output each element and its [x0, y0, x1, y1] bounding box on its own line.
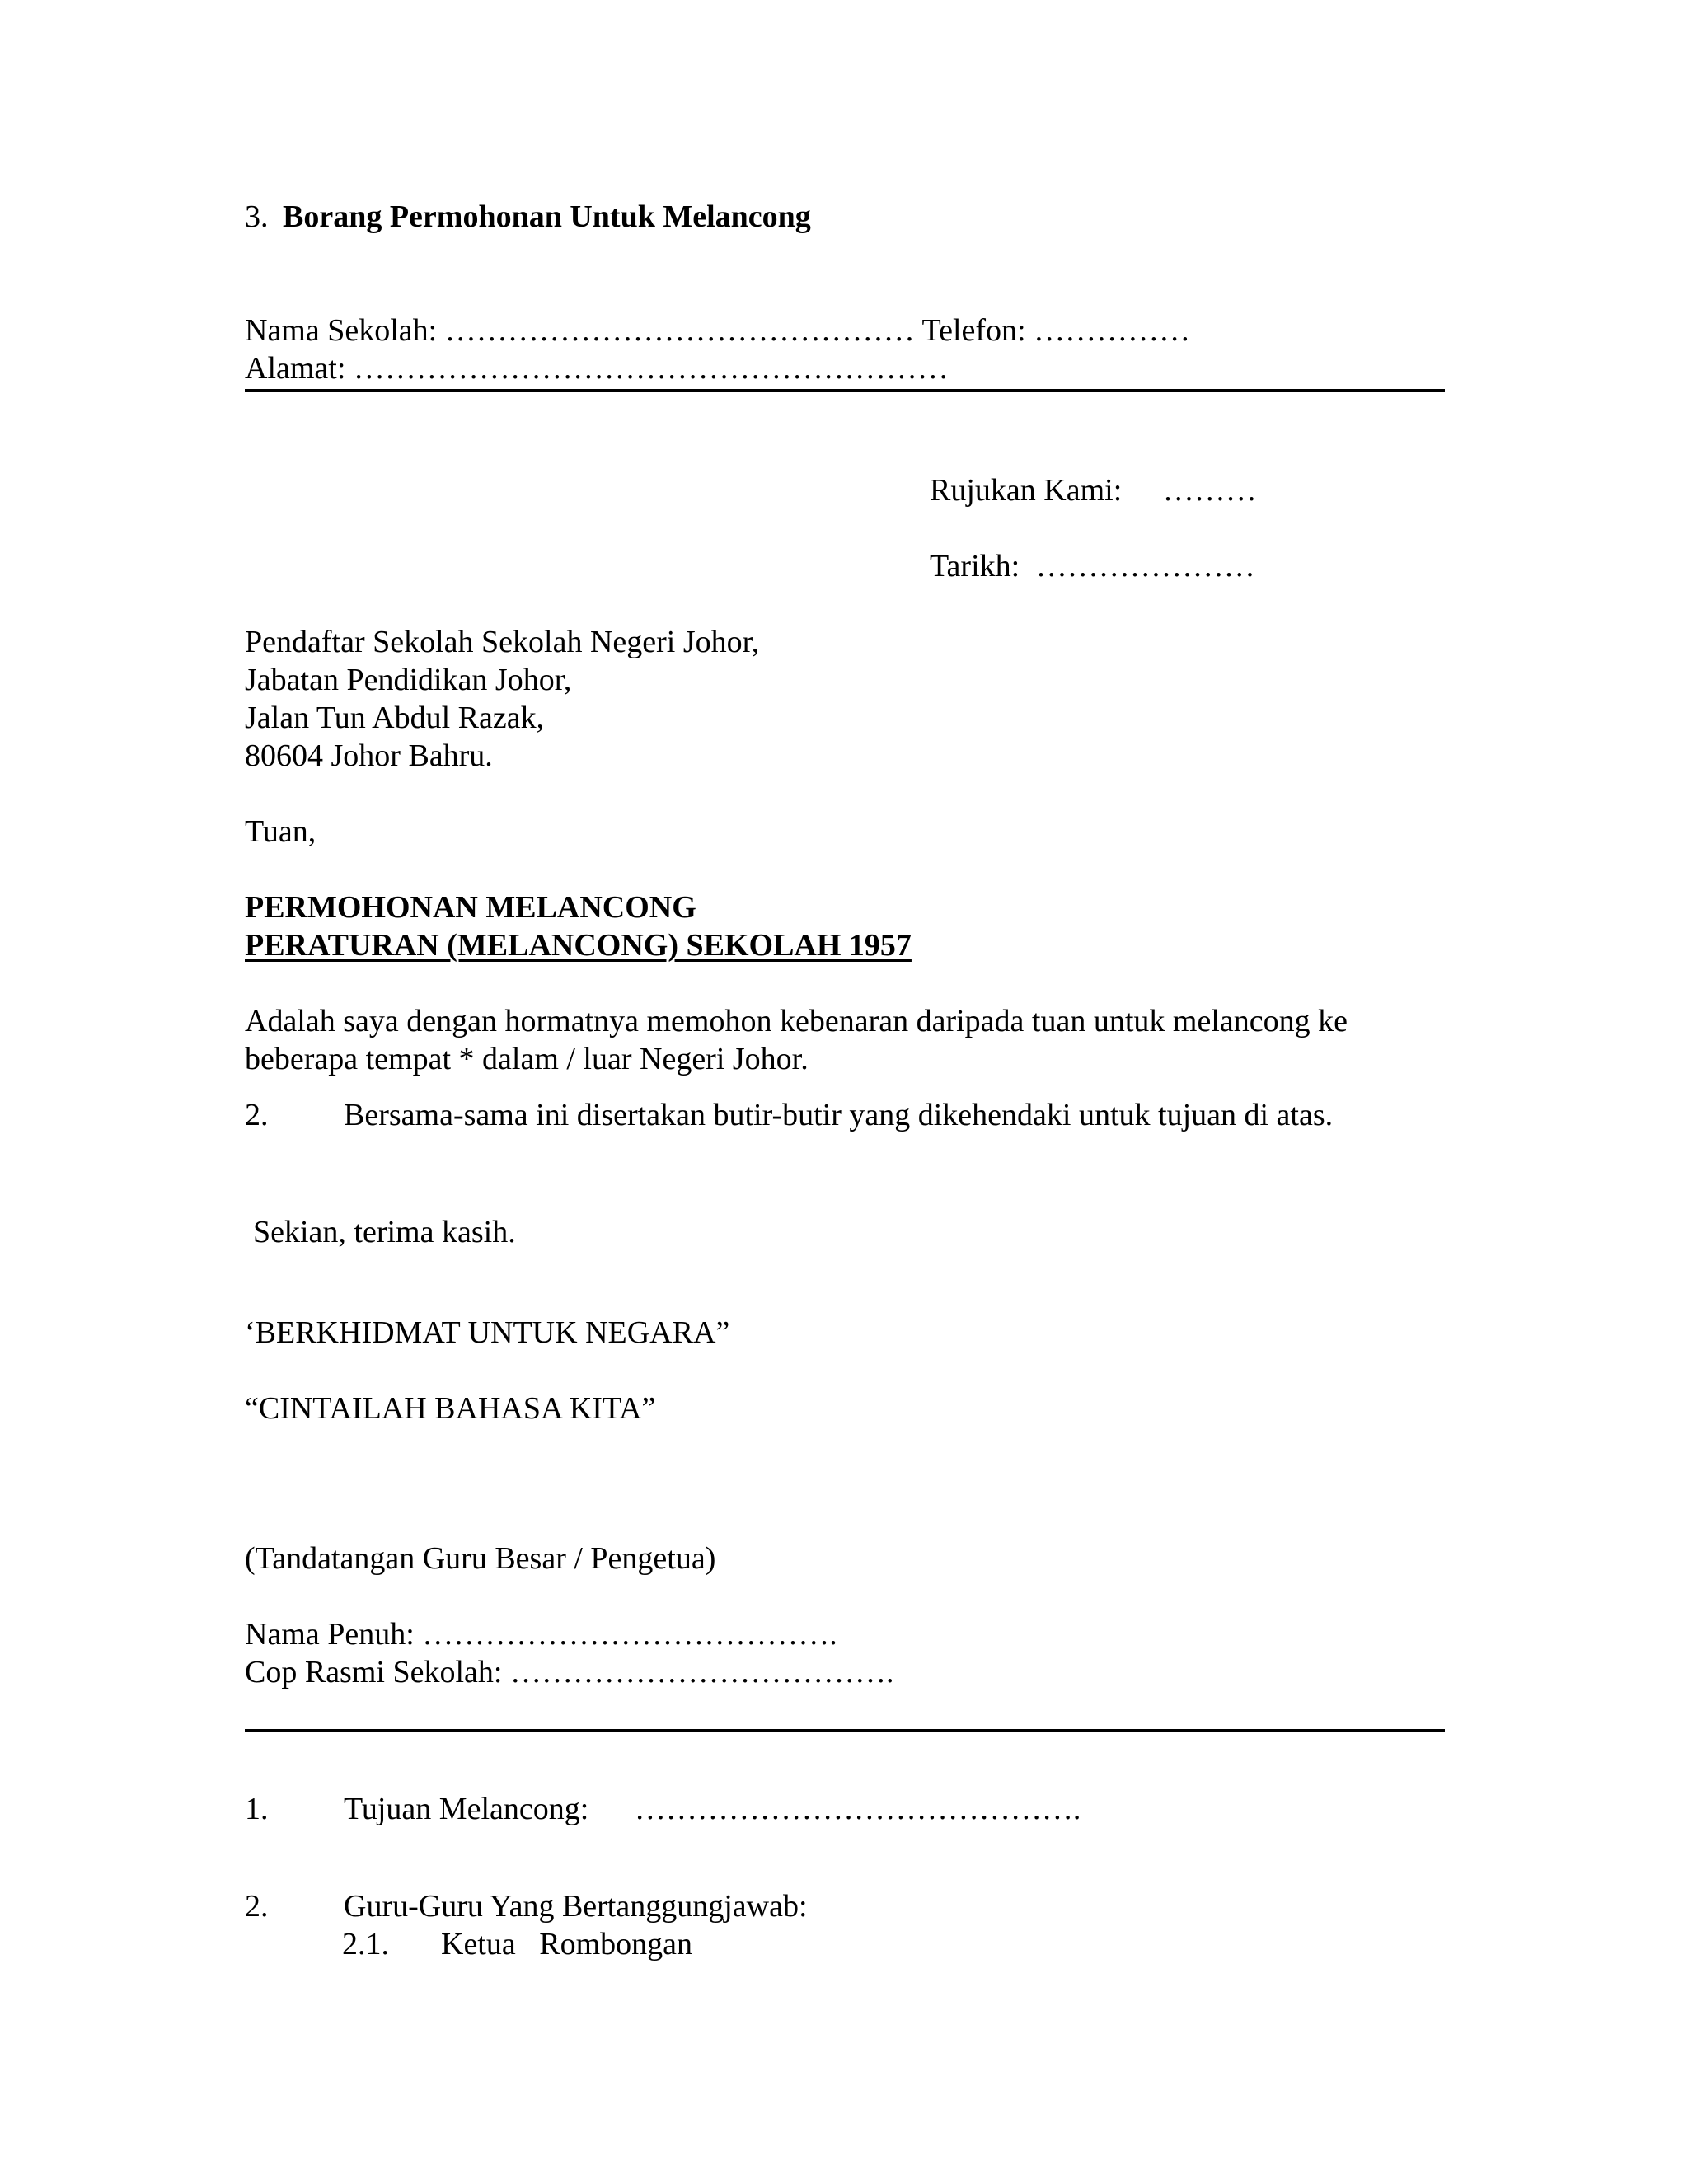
detail-item-2-1-label: Ketua Rombongan: [441, 1927, 693, 1961]
recipient-line-1: Pendaftar Sekolah Sekolah Negeri Johor,: [245, 625, 760, 659]
detail-item-2: [245, 1887, 808, 1925]
body-para2-number: 2.: [245, 1098, 269, 1132]
detail-item-1-value: …………………………………….: [634, 1792, 1081, 1826]
date-value: …………………: [1035, 549, 1255, 583]
form-heading-number: 3.: [245, 199, 269, 234]
school-name-line: Nama Sekolah: ……………………………………… Telefon: ……………: [245, 313, 1191, 348]
closing-line: Sekian, terima kasih.: [253, 1215, 516, 1249]
school-stamp-line: Cop Rasmi Sekolah: ……………………………….: [245, 1655, 894, 1690]
detail-item-1: [245, 1790, 1081, 1828]
detail-item-1-number: 1.: [245, 1792, 269, 1826]
subject-line-1: PERMOHONAN MELANCONG: [245, 890, 696, 925]
reference-line: [930, 471, 1257, 509]
motto-1: ‘BERKHIDMAT UNTUK NEGARA”: [245, 1315, 730, 1350]
reference-label: Rujukan Kami:: [930, 473, 1123, 508]
form-heading-title: Borang Permohonan Untuk Melancong: [283, 199, 811, 234]
recipient-line-3: Jalan Tun Abdul Razak,: [245, 701, 545, 735]
detail-item-2-1: [342, 1925, 692, 1963]
body-para1-line2: beberapa tempat * dalam / luar Negeri Johor.: [245, 1042, 809, 1076]
school-address-line: Alamat: …………………………………………………: [245, 351, 949, 386]
full-name-line: Nama Penuh: ………………………………….: [245, 1617, 837, 1652]
subject-line-2: PERATURAN (MELANCONG) SEKOLAH 1957: [245, 928, 912, 963]
detail-item-2-number: 2.: [245, 1889, 269, 1924]
recipient-line-2: Jabatan Pendidikan Johor,: [245, 663, 572, 697]
header-divider: [245, 389, 1445, 392]
detail-item-2-1-number: 2.1.: [342, 1927, 389, 1961]
body-para2-text: Bersama-sama ini disertakan butir-butir yang dikehendaki untuk tujuan di atas.: [344, 1098, 1334, 1132]
detail-item-1-label: Tujuan Melancong:: [344, 1792, 589, 1826]
body-para1-line1: Adalah saya dengan hormatnya memohon kebenaran daripada tuan untuk melancong ke: [245, 1004, 1348, 1038]
date-line: [930, 547, 1255, 585]
signature-caption: (Tandatangan Guru Besar / Pengetua): [245, 1541, 716, 1576]
salutation: Tuan,: [245, 814, 316, 849]
detail-item-2-label: Guru-Guru Yang Bertanggungjawab:: [344, 1889, 808, 1924]
recipient-line-4: 80604 Johor Bahru.: [245, 738, 493, 773]
motto-2: “CINTAILAH BAHASA KITA”: [245, 1391, 656, 1426]
signature-divider: [245, 1729, 1445, 1732]
reference-value: ………: [1162, 473, 1257, 508]
form-heading: [245, 198, 811, 236]
date-label: Tarikh:: [930, 549, 1020, 583]
body-para2: [245, 1096, 1333, 1134]
